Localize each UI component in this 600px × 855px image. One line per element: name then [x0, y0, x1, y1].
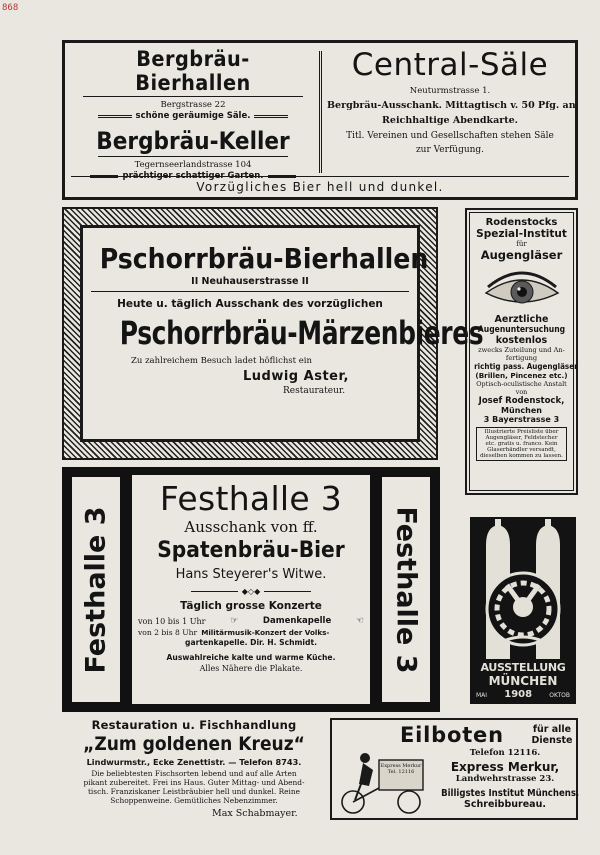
- kreuz-address: Lindwurmstr., Ecke Zenettistr. — Telefon 8743.: [86, 757, 302, 767]
- kreuz-body2: pikant zubereitet. Frei ins Haus. Guter Mittag- und Abend-: [83, 778, 305, 787]
- ausstellung-line4: OKTOB: [549, 692, 570, 699]
- ad-rodenstock: [465, 208, 578, 495]
- festhalle-concerts: Täglich grosse Konzerte: [180, 600, 322, 612]
- ausstellung-line3: MAI: [476, 692, 488, 699]
- festhalle-center: [132, 475, 370, 704]
- bergbraeu-right-column: [327, 47, 576, 155]
- ornament-divider: [191, 587, 311, 596]
- eilboten-cart-text: [379, 764, 423, 775]
- kreuz-heading: Restauration u. Fischhandlung: [91, 718, 297, 732]
- festhalle-more: Alles Nähere die Plakate.: [199, 664, 303, 673]
- rodenstock-line2: Spezial-Institut: [476, 228, 567, 240]
- central-title: Central-Säle: [351, 47, 549, 83]
- festhalle-times1: von 10 bis 1 Uhr: [138, 616, 206, 626]
- central-line2: Reichhaltige Abendkarte.: [382, 115, 518, 126]
- ausstellung-row: [476, 689, 570, 700]
- rodenstock-line14: Josef Rodenstock,: [478, 396, 565, 406]
- kreuz-title: „Zum goldenen Kreuz“: [83, 733, 305, 755]
- ad-festhalle: [62, 467, 440, 712]
- eilboten-address: Landwehrstrasse 23.: [455, 774, 555, 784]
- rodenstock-line5: Aerztliche: [494, 314, 549, 325]
- kreuz-owner: Max Schabmayer.: [212, 808, 298, 819]
- ad-eilboten: [330, 718, 578, 820]
- festhalle-times2-rest: Militärmusik-Konzert der Volks-: [201, 628, 330, 637]
- ornament-icon: ◆◇◆: [241, 587, 261, 596]
- ad-ausstellung: [470, 517, 576, 704]
- central-line1: Bergbräu-Ausschank. Mittagtisch v. 50 Pfg. an: [327, 100, 576, 111]
- eilboten-side1: für alle: [532, 724, 572, 735]
- festhalle-times-row2: [132, 628, 370, 637]
- rule-right: [254, 115, 288, 118]
- festhalle-right-band: [382, 477, 430, 702]
- festhalle-times2: von 2 bis 8 Uhr: [138, 628, 198, 637]
- central-line3: Titl. Vereinen und Gesellschaften stehen Säle: [346, 131, 554, 141]
- rodenstock-line12: Optisch-oculistische Anstalt: [476, 380, 567, 388]
- eilboten-title: Eilboten: [400, 723, 504, 747]
- festhalle-times2-rest2: gartenkapelle. Dir. H. Schmidt.: [185, 638, 317, 647]
- central-address: Neuturmstrasse 1.: [409, 86, 491, 96]
- rodenstock-line13: von: [515, 388, 528, 396]
- page-number: 868: [2, 3, 19, 13]
- central-line4: zur Verfügung.: [415, 145, 485, 155]
- kreuz-body4: Schoppenweine. Gemütliches Nebenzimmer.: [110, 796, 278, 805]
- festhalle-side-label-left: Festhalle 3: [80, 505, 112, 674]
- keller-title: Bergbräu-Keller: [96, 127, 290, 155]
- pricelist-line1: Illustrierte Preisliste über: [484, 429, 559, 435]
- ausstellung-year: 1908: [504, 689, 533, 700]
- rodenstock-pricelist-box: [476, 427, 567, 461]
- hallen-title: Bergbräu-Bierhallen: [135, 47, 251, 95]
- rodenstock-line10: richtig pass. Augengläser: [474, 362, 578, 371]
- eilboten-phone: Telefon 12116.: [469, 748, 541, 758]
- pschorr-rule: [91, 291, 409, 292]
- rodenstock-line4: Augengläser: [480, 248, 563, 262]
- pschorr-inner: [80, 225, 484, 442]
- bergbraeu-left-column: [71, 47, 315, 181]
- eye-illustration: [482, 265, 562, 313]
- ausstellung-line2: MÜNCHEN: [488, 674, 558, 688]
- delivery-tricycle-icon: [335, 746, 433, 816]
- rodenstock-inner: [469, 212, 578, 491]
- pricelist-line2: Augengläser, Feldstecher: [485, 435, 558, 441]
- pschorr-line1: Heute u. täglich Ausschank des vorzüglichen: [117, 298, 383, 310]
- festhalle-band1: Damenkapelle: [262, 616, 332, 626]
- festhalle-title: Festhalle 3: [159, 479, 343, 518]
- rodenstock-line9: fertigung: [505, 354, 538, 362]
- ornament-rule-right: [264, 591, 311, 592]
- rodenstock-line15: München: [501, 406, 542, 415]
- pschorr-beer: Pschorrbräu-Märzenbieres: [119, 314, 484, 352]
- eilboten-line2: Schreibbureau.: [464, 799, 546, 810]
- eilboten-info: [434, 748, 580, 810]
- rodenstock-line3: für: [516, 240, 527, 248]
- festhalle-line1: Ausschank von ff.: [184, 518, 318, 536]
- ad-pschorr: [62, 207, 484, 460]
- rodenstock-line16: 3 Bayerstrasse 3: [483, 415, 560, 424]
- eilboten-name: Express Merkur,: [450, 760, 560, 774]
- rodenstock-line6: Augenuntersuchung: [477, 325, 566, 335]
- kreuz-body3: tisch. Franziskaner Leistbräubier hell und dunkel. Reine: [87, 787, 301, 796]
- festhalle-times-row1: [132, 616, 370, 626]
- ausstellung-line1: AUSSTELLUNG: [480, 661, 566, 674]
- pschorr-invite: Zu zahlreichem Besuch ladet höflichst ein: [131, 356, 313, 366]
- keller-rule: [98, 156, 288, 157]
- hallen-note: schöne geräumige Säle.: [135, 111, 251, 121]
- footer-rule: [71, 176, 569, 177]
- rodenstock-line1: Rodenstocks: [485, 217, 558, 228]
- keller-note: prächtiger schattiger Garten.: [122, 171, 264, 181]
- festhalle-left-band: [72, 477, 120, 702]
- pschorr-owner: Ludwig Aster,: [243, 369, 349, 384]
- rodenstock-line11: (Brillen, Pincenez etc.): [475, 371, 568, 380]
- pschorr-address: II Neuhauserstrasse II: [191, 276, 309, 287]
- hallen-note-row: [71, 111, 315, 121]
- festhalle-side-label-right: Festhalle 3: [390, 505, 422, 674]
- frauenkirche-towers-icon: [472, 519, 574, 659]
- eilboten-side: [528, 724, 576, 746]
- ad-kreuz: [62, 718, 326, 824]
- hallen-rule: [83, 96, 303, 97]
- festhalle-beer: Spatenbräu-Bier: [157, 538, 345, 563]
- hallen-address: Bergstrasse 22: [160, 100, 226, 110]
- cart-text1: Express Merkur: [380, 763, 422, 769]
- rodenstock-line8: zwecks Zuteilung und An-: [478, 346, 565, 354]
- pricelist-line4: Glaserhändler versandt,: [487, 447, 556, 453]
- pschorr-title: Pschorrbräu-Bierhallen: [99, 242, 429, 275]
- rule-left: [98, 115, 132, 118]
- bergbraeu-footer: Vorzügliches Bier hell und dunkel.: [196, 180, 444, 194]
- keller-address: Tegernseerlandstrasse 104: [134, 160, 252, 170]
- cart-text2: Tel. 12116: [387, 768, 415, 775]
- hand-icon: ☜: [355, 616, 364, 626]
- column-divider: [319, 51, 322, 173]
- eilboten-line1: Billigstes Institut Münchens.: [441, 788, 580, 799]
- ornament-rule-left: [191, 591, 238, 592]
- pricelist-line5: dieselben kommen zu lassen.: [480, 453, 563, 459]
- ad-bergbraeu: [62, 40, 578, 200]
- pschorr-owner-role: Restaurateur.: [283, 386, 346, 396]
- hand-icon: ☞: [230, 616, 239, 626]
- festhalle-owner: Hans Steyerer's Witwe.: [175, 567, 327, 582]
- rodenstock-line7: kostenlos: [495, 335, 548, 346]
- eilboten-side2: Dienste: [531, 735, 573, 746]
- pricelist-line3: etc. gratis u. franco. Kein: [485, 441, 558, 447]
- festhalle-food: Auswahlreiche kalte und warme Küche.: [166, 653, 336, 662]
- kreuz-body1: Die beliebtesten Fischsorten lebend und auf alle Arten: [91, 769, 297, 778]
